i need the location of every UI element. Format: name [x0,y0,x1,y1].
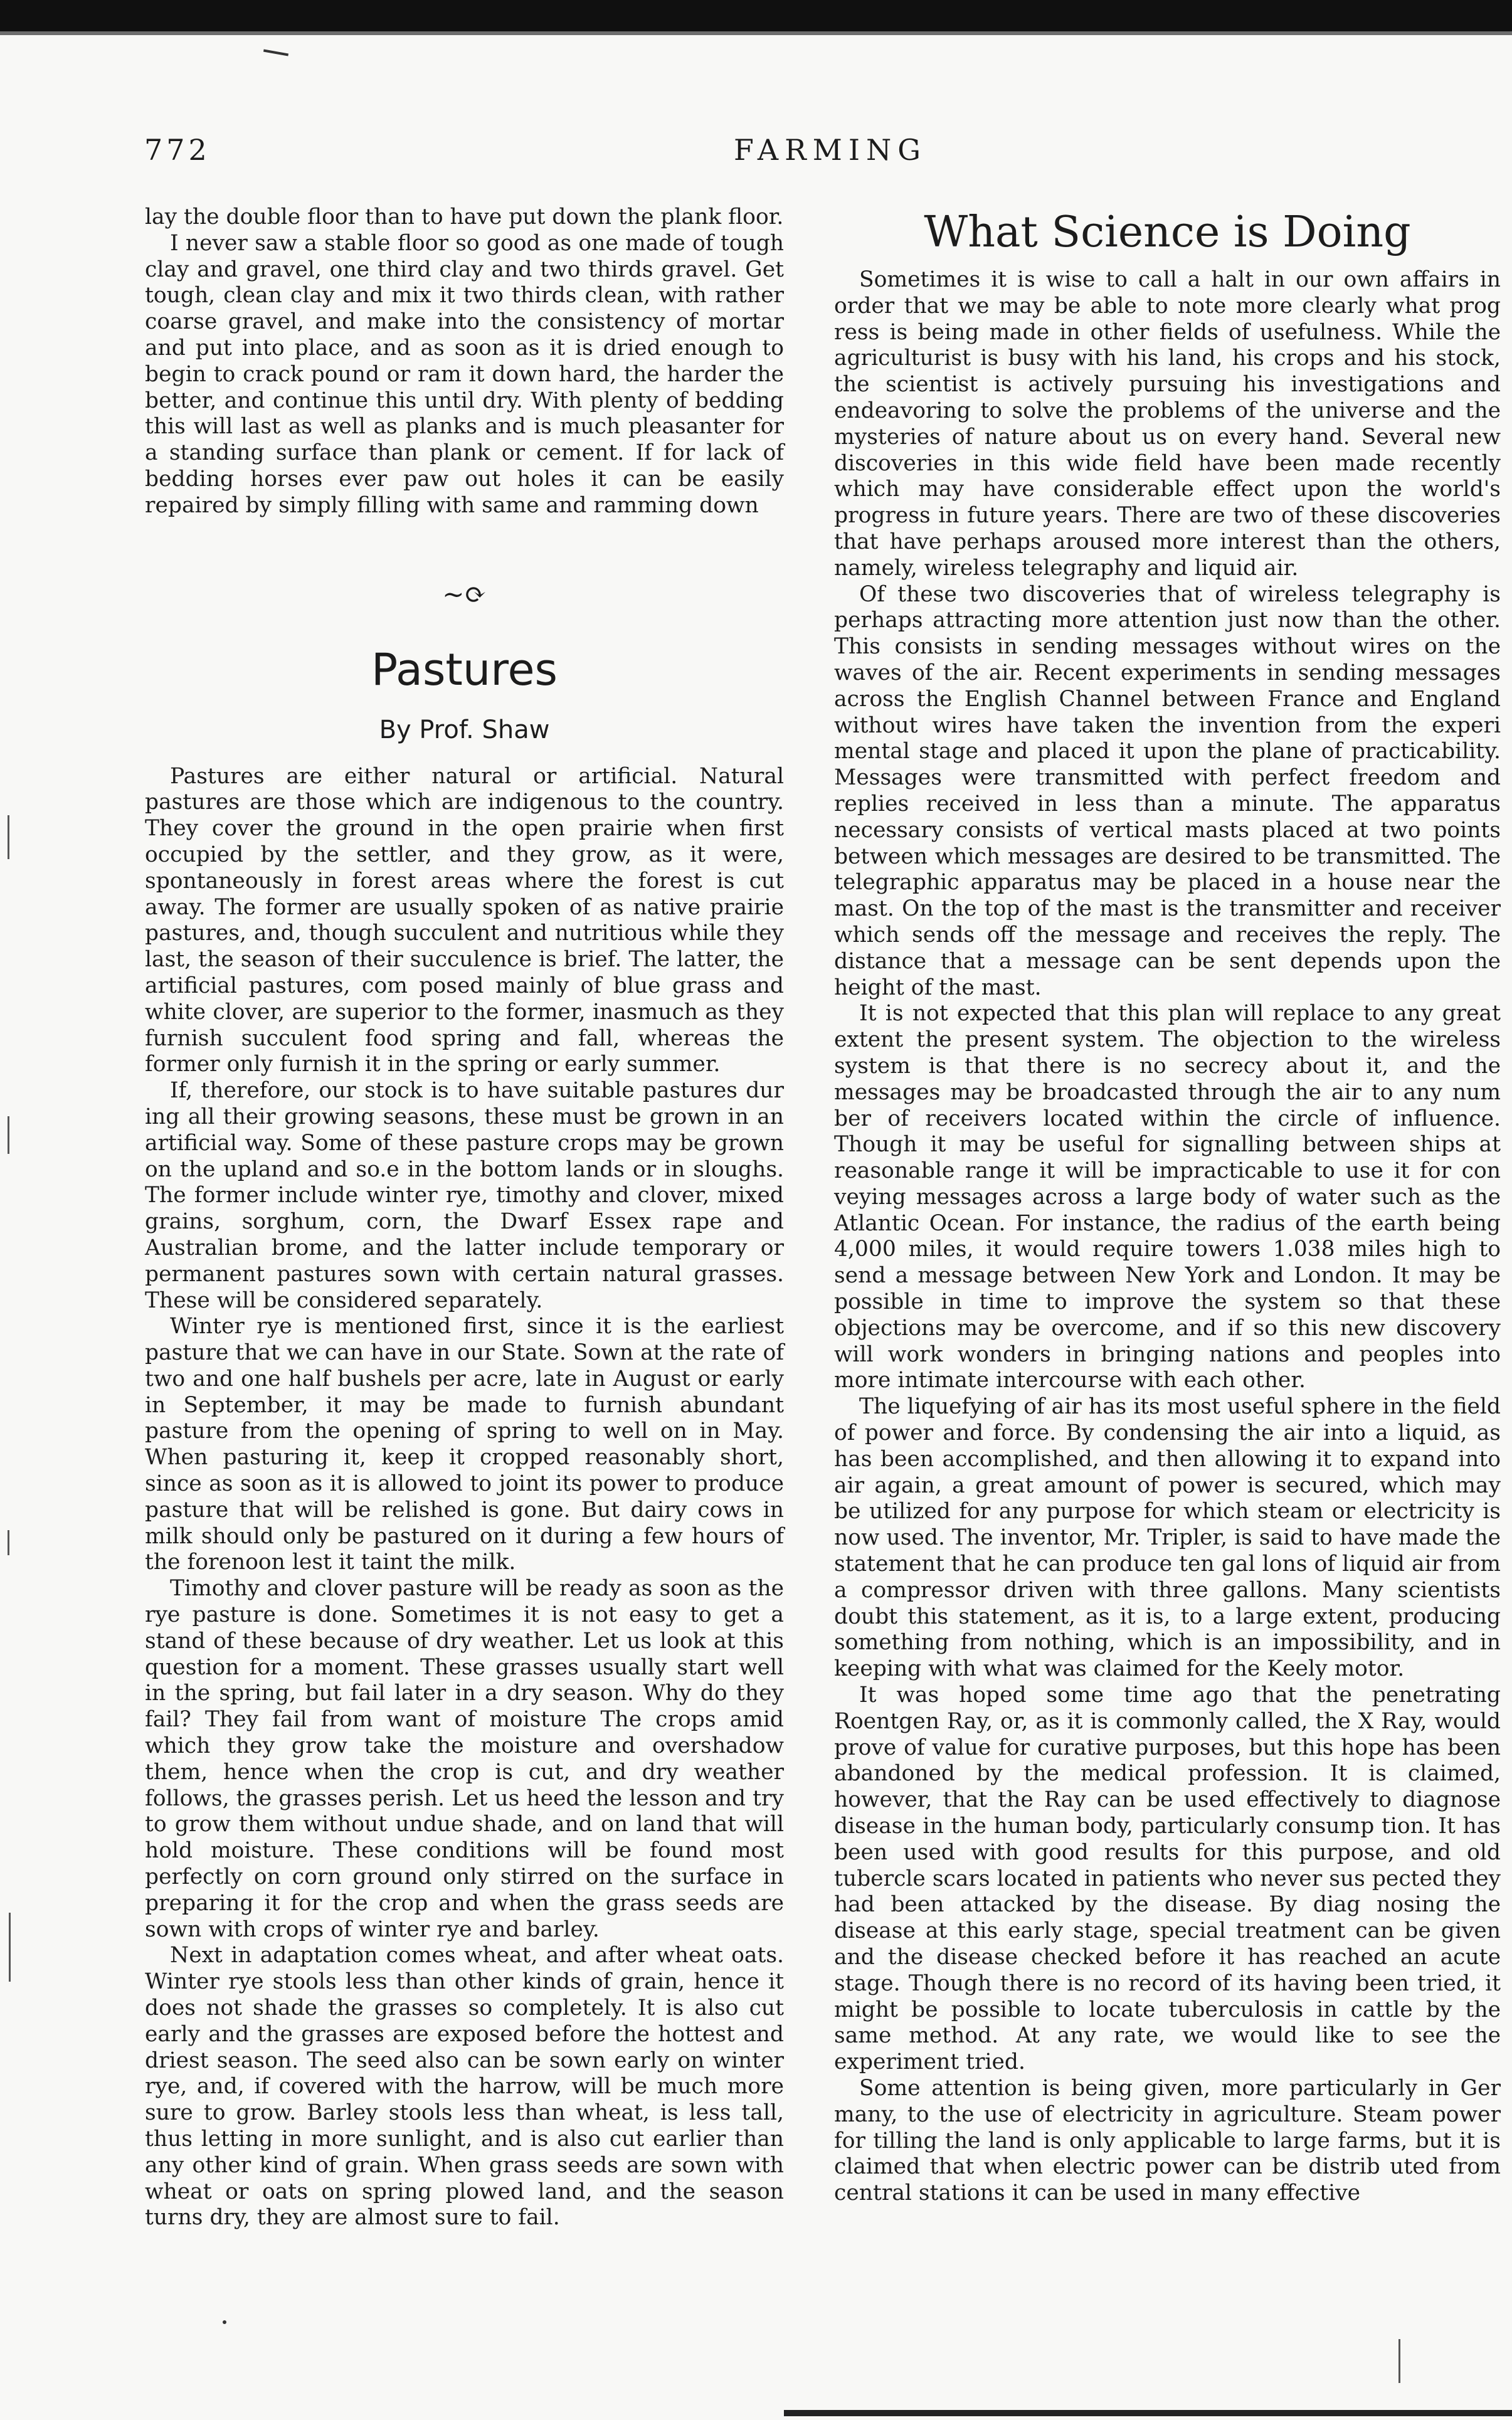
ornament-divider: ~⟳ [442,578,487,610]
article-title-science: What Science is Doing [924,208,1411,257]
paragraph: Winter rye is mentioned first, since it is the earliest pasture that we can have in our State. Sown at the rate of two and one half bushels per acre, late in August or early in September, it may be made to furnish abundant pasture from the opening of spring to well on in May. When pasturing it, keep it cropped reasonably short, since as soon as it is allowed to joint its power to produce pasture that will be relished is gone. But dairy cows in milk should only be pastured on it during a few hours of the forenoon lest it taint the milk. [145,1314,784,1575]
left-column [145,204,784,2231]
article-title-pastures: Pastures [371,643,558,695]
byline: By Prof. Shaw [379,715,550,744]
paragraph: Some attention is being given, more particularly in Ger many, to the use of electricity in agriculture. Steam power for tilling the land is only applicable to large farms, but it is claimed that when electric power can be distrib uted from central stations it can be used in many effective [834,2075,1501,2206]
paragraph: lay the double floor than to have put down the plank floor. [145,204,784,230]
paragraph: It is not expected that this plan will replace to any great extent the present system. The objection to the wireless system is that there is no secrecy about it, and the messages may be broadcasted through the air to any num ber of receivers located within the circle of influence. Though it may be useful for signalling between ships at reasonable range it will be impracticable to use it for con veying messages across a large body of water such as the Atlantic Ocean. For instance, the radius of the earth being 4,000 miles, it would require towers 1.038 miles high to send a message between New York and London. It may be possible in time to improve the system so that these objections may be overcome, and if so this new discovery will work wonders in bringing nations and peoples into more intimate intercourse with each other. [834,1001,1501,1393]
scan-bottom-border [784,2410,1512,2416]
running-head: FARMING [734,133,928,167]
scan-top-border-shadow [0,31,1512,35]
speck [223,2320,226,2324]
paragraph: The liquefying of air has its most useful sphere in the field of power and force. By condensing the air into a liquid, as has been accomplished, and then allowing it to expand into air again, a great amount of power is secured, which may be utilized for any purpose for which steam or electricity is now used. The inventor, Mr. Tripler, is said to have made the statement that he can produce ten gal lons of liquid air from a compressor driven with three gallons. Many scientists doubt this statement, as it is, to a large extent, producing something from nothing, which is an impossibility, and in keeping with what was claimed for the Keely motor. [834,1394,1501,1682]
scan-mark [263,50,288,56]
page-number: 772 [144,133,211,167]
paragraph: I never saw a stable floor so good as one made of tough clay and gravel, one third clay and two thirds gravel. Get tough, clean clay and mix it two thirds clean, with rather coarse gravel, and make into the consistency of mortar and put into place, and as soon as it is dried enough to begin to crack pound or ram it down hard, the harder the better, and continue this until dry. With plenty of bedding this will last as well as planks and is much pleasanter for a standing surface than plank or cement. If for lack of bedding horses ever paw out holes it can be easily repaired by simply filling with same and ramming down [145,230,784,518]
scan-mark [1398,2339,1400,2383]
right-column [834,204,1501,2207]
binding-mark [8,1116,9,1154]
binding-mark [8,815,9,859]
paragraph: If, therefore, our stock is to have suitable pastures dur ing all their growing seasons, these must be grown in an artificial way. Some of these pasture crops may be grown on the upland and so.e in the bottom lands or in sloughs. The former include winter rye, timothy and clover, mixed grains, sorghum, corn, the Dwarf Essex rape and Australian brome, and the latter include temporary or permanent pastures sown with certain natural grasses. These will be considered separately. [145,1078,784,1313]
paragraph: Sometimes it is wise to call a halt in our own affairs in order that we may be able to note more clearly what prog ress is being made in other fields of usefulness. While the agriculturist is busy with his land, his crops and his stock, the scientist is actively pursuing his investigations and endeavoring to solve the problems of the universe and the mysteries of nature about us on every hand. Several new discoveries in this wide field have been made recently which may have considerable effect upon the world's progress in future years. There are two of these discoveries that have perhaps aroused more interest than the others, namely, wireless telegraphy and liquid air. [834,267,1501,581]
binding-mark [8,1530,9,1555]
scan-top-border [0,0,1512,31]
paragraph: Next in adaptation comes wheat, and after wheat oats. Winter rye stools less than other kinds of grain, hence it does not shade the grasses so completely. It is also cut early and the grasses are exposed before the hottest and driest season. The seed also can be sown early on winter rye, and, if covered with the harrow, will be much more sure to grow. Barley stools less than wheat, is less tall, thus letting in more sunlight, and is also cut earlier than any other kind of grain. When grass seeds are sown with wheat or oats on spring plowed land, and the season turns dry, they are almost sure to fail. [145,1943,784,2231]
paragraph: Timothy and clover pasture will be ready as soon as the rye pasture is done. Sometimes it is not easy to get a stand of these because of dry weather. Let us look at this question for a moment. These grasses usually start well in the spring, but fail later in a dry season. Why do they fail? They fail from want of moisture The crops amid which they grow take the moisture and overshadow them, hence when the crop is cut, and dry weather follows, the grasses perish. Let us heed the lesson and try to grow them without undue shade, and on land that will hold moisture. These conditions will be found most perfectly on corn ground only stirred on the surface in preparing it for the crop and when the grass seeds are sown with crops of winter rye and barley. [145,1576,784,1942]
paragraph: It was hoped some time ago that the penetrating Roentgen Ray, or, as it is commonly called, the X Ray, would prove of value for curative purposes, but this hope has been abandoned by the medical profession. It is claimed, however, that the Ray can be used effectively to diagnose disease in the human body, particularly consump tion. It has been used with good results for this purpose, and old tubercle scars located in patients who never sus pected they had been attacked by the disease. By diag nosing the disease at this early stage, special treatment can be given and the disease checked before it has reached an acute stage. Though there is no record of its having been tried, it might be possible to locate tuberculosis in cattle by the same method. At any rate, we would like to see the experiment tried. [834,1683,1501,2075]
binding-mark [9,1913,11,1982]
paragraph: Pastures are either natural or artificial. Natural pastures are those which are indigenous to the country. They cover the ground in the open prairie when first occupied by the settler, and they grow, as it were, spontaneously in forest areas where the forest is cut away. The former are usually spoken of as native prairie pastures, and, though succulent and nutritious while they last, the season of their succulence is brief. The latter, the artificial pastures, com posed mainly of blue grass and white clover, are superior to the former, inasmuch as they furnish succulent food spring and fall, whereas the former only furnish it in the spring or early summer. [145,763,784,1077]
paragraph: Of these two discoveries that of wireless telegraphy is perhaps attracting more attention just now than the other. This consists in sending messages without wires on the waves of the air. Recent experiments in sending messages across the English Channel between France and England without wires have taken the invention from the experi mental stage and placed it upon the plane of practicability. Messages were transmitted with perfect freedom and replies received in less than a minute. The apparatus necessary consists of vertical masts placed at two points between which messages are desired to be transmitted. The telegraphic apparatus may be placed in a house near the mast. On the top of the mast is the transmitter and receiver which sends off the message and receives the reply. The distance that a message can be sent depends upon the height of the mast. [834,581,1501,1000]
